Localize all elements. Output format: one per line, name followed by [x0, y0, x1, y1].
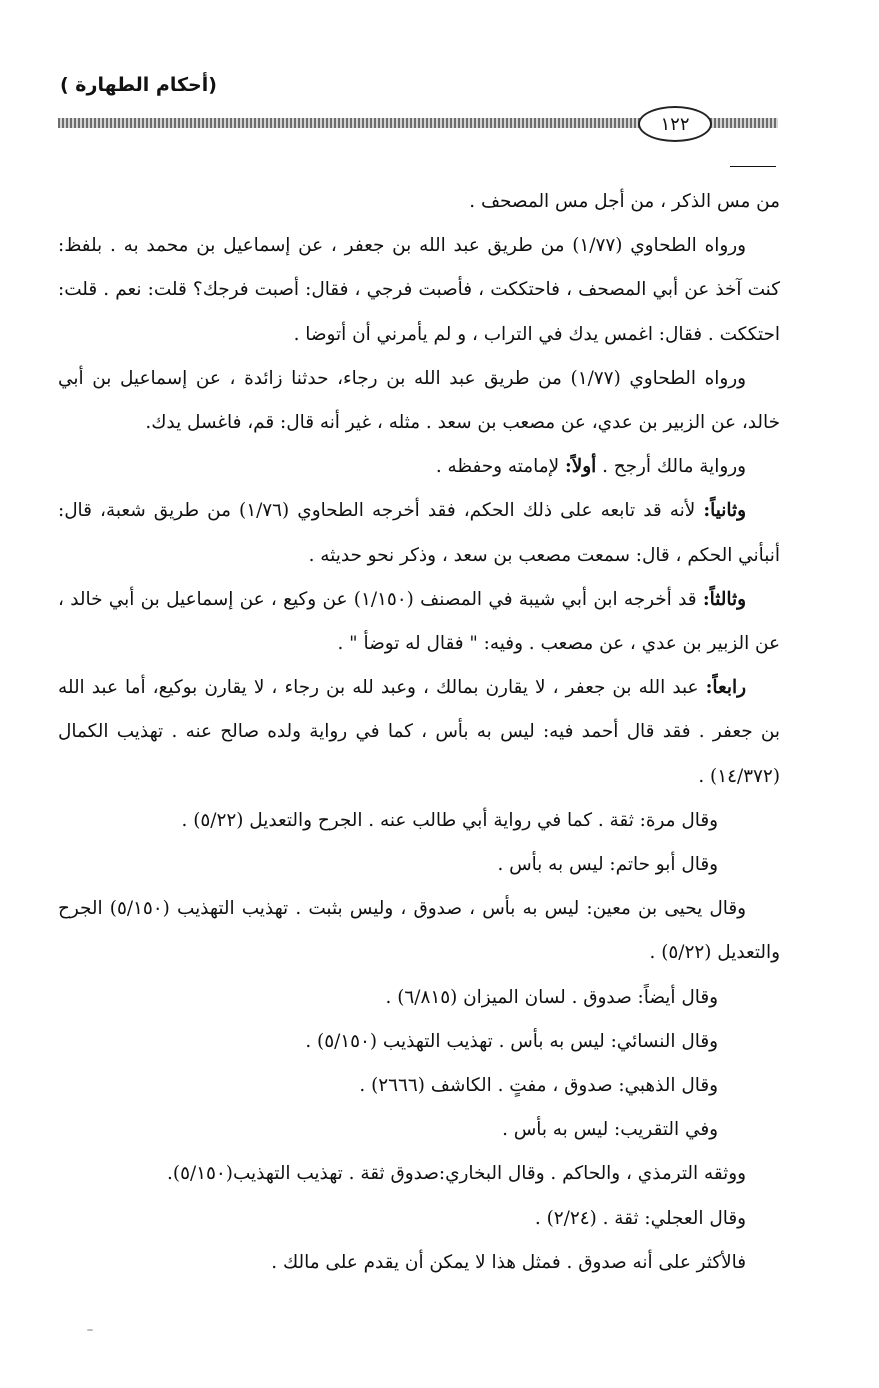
paragraph: ورواه الطحاوي (١/٧٧) من طريق عبد الله بن رجاء، حدثنا زائدة ، عن إسماعيل بن أبي خالد، عن الزبير بن عدي، عن مصعب بن سعد . مثله ، غير أنه قال: قم، فاغسل يدك.	[58, 367, 780, 434]
paragraph-lead: وثالثاً:	[702, 588, 747, 610]
paragraph: وقال مرة: ثقة . كما في رواية أبي طالب عنه . الجرح والتعديل (٥/٢٢) .	[181, 809, 718, 831]
paragraph: ورواه الطحاوي (١/٧٧) من طريق عبد الله بن جعفر ، عن إسماعيل بن محمد به . بلفظ: كنت آخذ عن أبي المصحف ، فاحتككت ، فأصبت فرجي ، فقال: أصبت فرجك؟ قلت: نعم . قلت: احتككت . فقال: اغمس يدك في التراب ، و لم يأمرني أن أتوضا .	[58, 235, 780, 345]
running-title: (أحكام الطهارة )	[60, 74, 217, 96]
paragraph: وقال أبو حاتم: ليس به بأس .	[497, 854, 718, 876]
scan-mark	[87, 1329, 93, 1331]
paragraph-text: قد أخرجه ابن أبي شيبة في المصنف (١/١٥٠) عن وكيع ، عن إسماعيل بن أبي خالد ، عن الزبير بن عدي ، عن مصعب . وفيه: " فقال له توضأ " .	[58, 588, 780, 655]
paragraph	[58, 445, 780, 489]
paragraph: وقال العجلي: ثقة . (٢/٢٤) .	[534, 1207, 746, 1229]
paragraph	[58, 578, 780, 666]
paragraph: فالأكثر على أنه صدوق . فمثل هذا لا يمكن أن يقدم على مالك .	[271, 1251, 746, 1273]
paragraph	[58, 489, 780, 577]
paragraph	[58, 666, 780, 799]
page-number: ١٢٢	[638, 106, 712, 142]
paragraph-text: ورواية مالك أرجح .	[602, 456, 746, 478]
paragraph-lead: وثانياً:	[703, 500, 746, 522]
body-text	[58, 180, 780, 1285]
paragraph: وفي التقريب: ليس به بأس .	[502, 1119, 718, 1141]
paragraph: وقال النسائي: ليس به بأس . تهذيب التهذيب (٥/١٥٠) .	[305, 1030, 718, 1052]
paragraph: ووثقه الترمذي ، والحاكم . وقال البخاري:صدوق ثقة . تهذيب التهذيب(٥/١٥٠).	[167, 1163, 746, 1185]
paragraph-text: لأنه قد تابعه على ذلك الحكم، فقد أخرجه الطحاوي (١/٧٦) من طريق شعبة، قال: أنبأني الحكم ، قال: سمعت مصعب بن سعد ، وذكر نحو حديثه .	[58, 500, 780, 566]
paragraph-lead: أولاً:	[564, 456, 597, 478]
paragraph: وقال الذهبي: صدوق ، مفتٍ . الكاشف (٢٦٦٦) .	[359, 1075, 718, 1097]
paragraph: وقال أيضاً: صدوق . لسان الميزان (٦/٨١٥) .	[385, 986, 718, 1008]
paragraph-text: لإمامته وحفظه .	[435, 456, 560, 478]
paragraph: من مس الذكر ، من أجل مس المصحف .	[469, 191, 780, 212]
paragraph-text: عبد الله بن جعفر ، لا يقارن بمالك ، وعبد لله بن رجاء ، لا يقارن بوكيع، أما عبد الله بن جعفر . فقد قال أحمد فيه: ليس به بأس ، كما في رواية ولده صالح عنه . تهذيب الكمال (١٤/٣٧٢) .	[58, 677, 780, 787]
footnote-rule	[730, 166, 776, 167]
paragraph-lead: رابعاً:	[705, 677, 746, 699]
paragraph: وقال يحيى بن معين: ليس به بأس ، صدوق ، وليس بثبت . تهذيب التهذيب (٥/١٥٠) الجرح والتعديل (٥/٢٢) .	[58, 898, 780, 964]
